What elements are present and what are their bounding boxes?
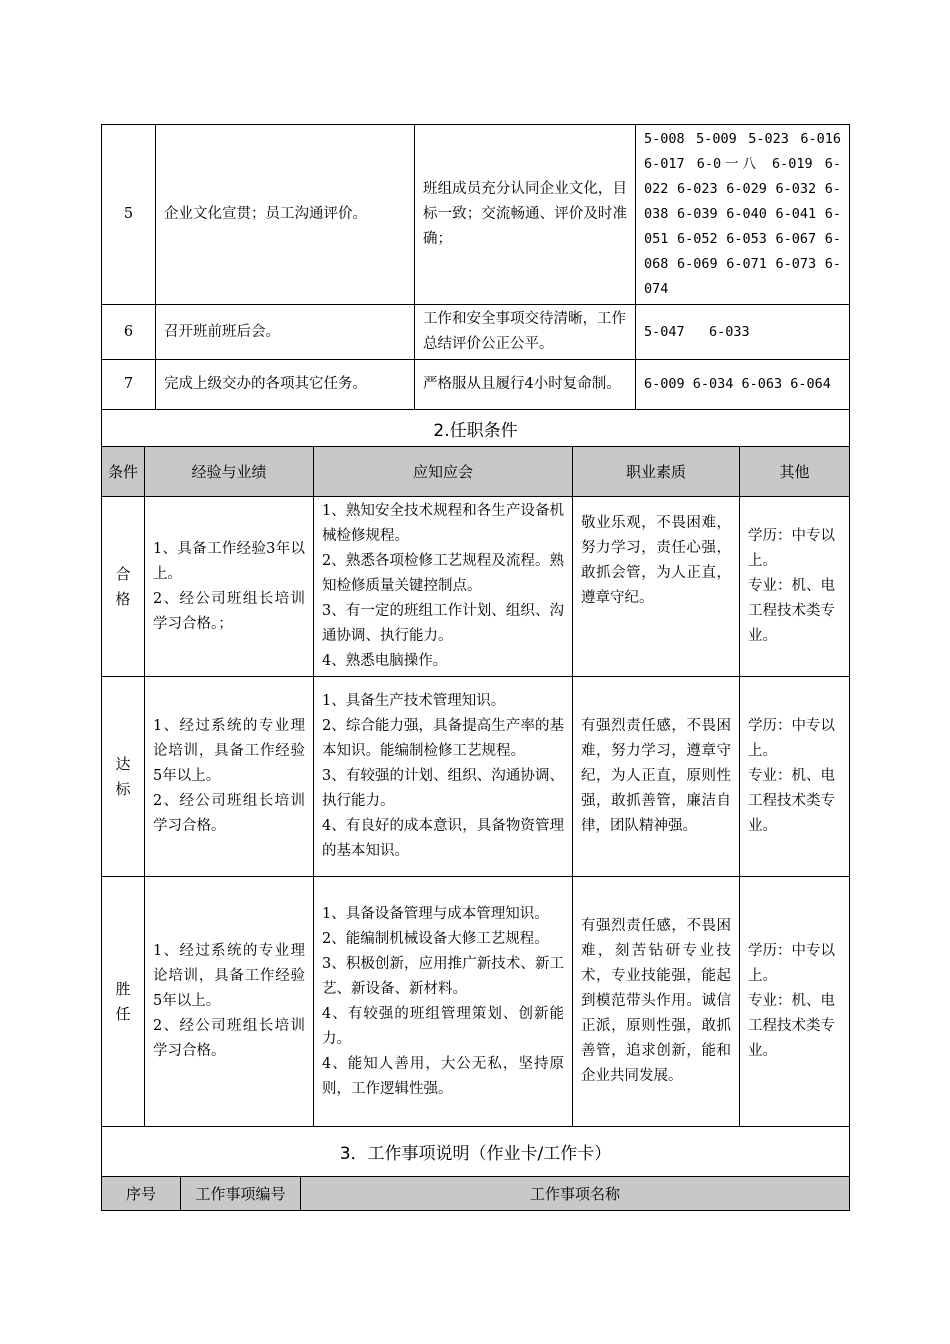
duty-codes: 5-008 5-009 5-023 6-016 6-017 6-0一八 6-019 6-022 6-023 6-029 6-032 6-038 6-039 6-040 6-041 6-051 6-052 6-053 6-067 6-068 6-069 6-071 6-073 6-074: [636, 125, 850, 305]
header-item-code: 工作事项编号: [181, 1177, 301, 1211]
level-label: 达标: [102, 677, 145, 877]
duty-codes: 5-047 6-033: [636, 305, 850, 360]
duty-standard: 严格服从且履行4小时复命制。: [415, 360, 636, 410]
knowledge-cell: 1、具备设备管理与成本管理知识。 2、能编制机械设备大修工艺规程。 3、积极创新，应用推广新技术、新工艺、新设备、新材料。 4、有较强的班组管理策划、创新能力。 4、能知人善用，大公无私，坚持原则，工作逻辑性强。: [314, 877, 573, 1127]
quality-cell: 有强烈责任感，不畏困难，刻苦钻研专业技术，专业技能强，能起到模范带头作用。诚信正派，原则性强，敢抓善管，追求创新，能和企业共同发展。: [573, 877, 740, 1127]
work-items-table: [101, 1126, 850, 1211]
table-row: [102, 497, 850, 677]
knowledge-cell: 1、熟知安全技术规程和各生产设备机械检修规程。 2、熟悉各项检修工艺规程及流程。熟知检修质量关键控制点。 3、有一定的班组工作计划、组织、沟通协调、执行能力。 4、熟悉电脑操作。: [314, 497, 573, 677]
section-2-title: 2.任职条件: [102, 410, 850, 447]
table-row: [102, 305, 850, 360]
duty-no: 6: [102, 305, 156, 360]
header-item-name: 工作事项名称: [301, 1177, 850, 1211]
level-label: 合格: [102, 497, 145, 677]
duty-no: 5: [102, 125, 156, 305]
quality-cell: 有强烈责任感，不畏困难，努力学习，遵章守纪，为人正直，原则性强，敢抓善管，廉洁自律，团队精神强。: [573, 677, 740, 877]
qualification-header-row: [102, 447, 850, 497]
level-label: 胜任: [102, 877, 145, 1127]
header-quality: 职业素质: [573, 447, 740, 497]
table-row: [102, 677, 850, 877]
table-row: [102, 125, 850, 305]
job-description-sheet: [101, 124, 849, 1211]
duty-table: [101, 124, 850, 410]
header-knowledge: 应知应会: [314, 447, 573, 497]
duty-task: 完成上级交办的各项其它任务。: [156, 360, 415, 410]
knowledge-cell: 1、具备生产技术管理知识。 2、综合能力强，具备提高生产率的基本知识。能编制检修工艺规程。 3、有较强的计划、组织、沟通协调、执行能力。 4、有良好的成本意识，具备物资管理的基本知识。: [314, 677, 573, 877]
duty-codes: 6-009 6-034 6-063 6-064: [636, 360, 850, 410]
header-experience: 经验与业绩: [145, 447, 314, 497]
qualification-table: [101, 409, 850, 1127]
experience-cell: 1、经过系统的专业理论培训，具备工作经验5年以上。 2、经公司班组长培训学习合格。: [145, 877, 314, 1127]
duty-standard: 班组成员充分认同企业文化，目标一致；交流畅通、评价及时准确；: [415, 125, 636, 305]
other-cell: 学历：中专以上。 专业：机、电工程技术类专业。: [740, 677, 850, 877]
duty-task: 召开班前班后会。: [156, 305, 415, 360]
header-condition: 条件: [102, 447, 145, 497]
table-row: [102, 877, 850, 1127]
duty-task: 企业文化宣贯；员工沟通评价。: [156, 125, 415, 305]
section-3-title: 3．工作事项说明（作业卡/工作卡）: [102, 1127, 850, 1177]
other-cell: 学历：中专以上。 专业：机、电工程技术类专业。: [740, 877, 850, 1127]
experience-cell: 1、经过系统的专业理论培训，具备工作经验5年以上。 2、经公司班组长培训学习合格。: [145, 677, 314, 877]
header-no: 序号: [102, 1177, 181, 1211]
experience-cell: 1、具备工作经验3年以上。 2、经公司班组长培训学习合格。；: [145, 497, 314, 677]
work-items-header-row: [102, 1177, 850, 1211]
duty-no: 7: [102, 360, 156, 410]
table-row: [102, 360, 850, 410]
header-other: 其他: [740, 447, 850, 497]
other-cell: 学历：中专以上。 专业：机、电工程技术类专业。: [740, 497, 850, 677]
duty-standard: 工作和安全事项交待清晰，工作总结评价公正公平。: [415, 305, 636, 360]
quality-cell: 敬业乐观，不畏困难，努力学习，责任心强，敢抓会管，为人正直，遵章守纪。: [573, 497, 740, 677]
